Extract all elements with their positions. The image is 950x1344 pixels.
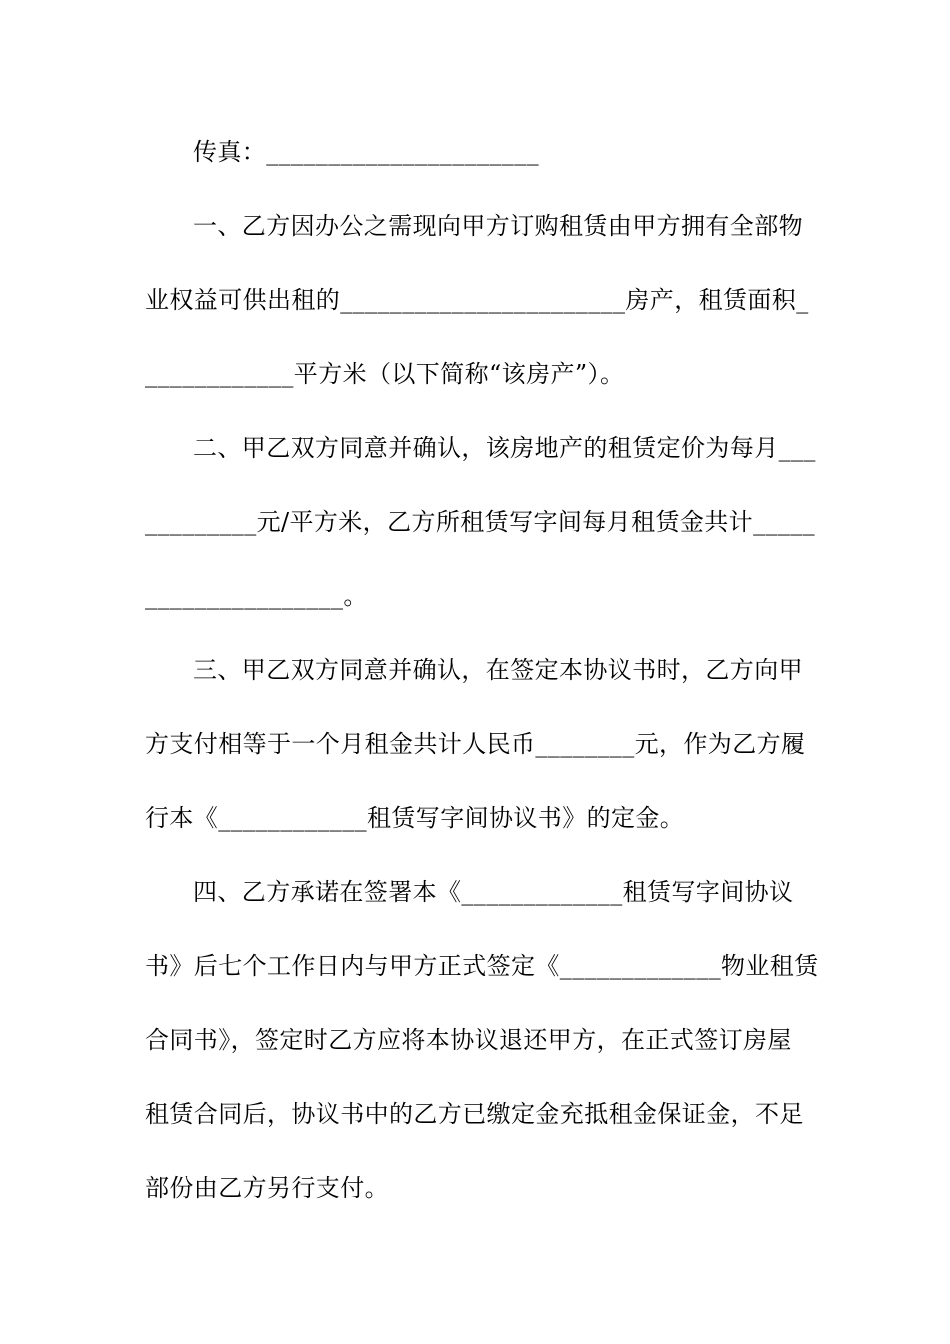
clause-4-line-4: 租赁合同后，协议书中的乙方已缴定金充抵租金保证金，不足 (145, 1100, 804, 1128)
clause-3-line-1: 三、甲乙双方同意并确认，在签定本协议书时，乙方向甲 (193, 656, 803, 684)
clause-4-line-1: 四、乙方承诺在签署本《_____________租赁写字间协议 (193, 878, 794, 906)
clause-2-line-2: _________元/平方米，乙方所租赁写字间每月租赁金共计_____ (145, 508, 816, 536)
clause-4-line-5: 部份由乙方另行支付。 (145, 1174, 389, 1202)
clause-3-line-2: 方支付相等于一个月租金共计人民币________元，作为乙方履 (145, 730, 806, 758)
clause-1-line-1: 一、乙方因办公之需现向甲方订购租赁由甲方拥有全部物 (193, 212, 803, 240)
clause-1-line-3: ____________平方米（以下简称“该房产”）。 (145, 360, 625, 388)
clause-3-line-3: 行本《____________租赁写字间协议书》的定金。 (145, 804, 685, 832)
clause-1-line-2: 业权益可供出租的_______________________房产，租赁面积_ (145, 286, 809, 314)
clause-4-line-3: 合同书》，签定时乙方应将本协议退还甲方，在正式签订房屋 (145, 1026, 792, 1054)
clause-4-line-2: 书》后七个工作日内与甲方正式签定《_____________物业租赁 (145, 952, 819, 980)
clause-2-line-3: ________________。 (145, 582, 368, 610)
fax-line: 传真：______________________ (193, 138, 539, 166)
clause-2-line-1: 二、甲乙双方同意并确认，该房地产的租赁定价为每月___ (193, 434, 816, 462)
